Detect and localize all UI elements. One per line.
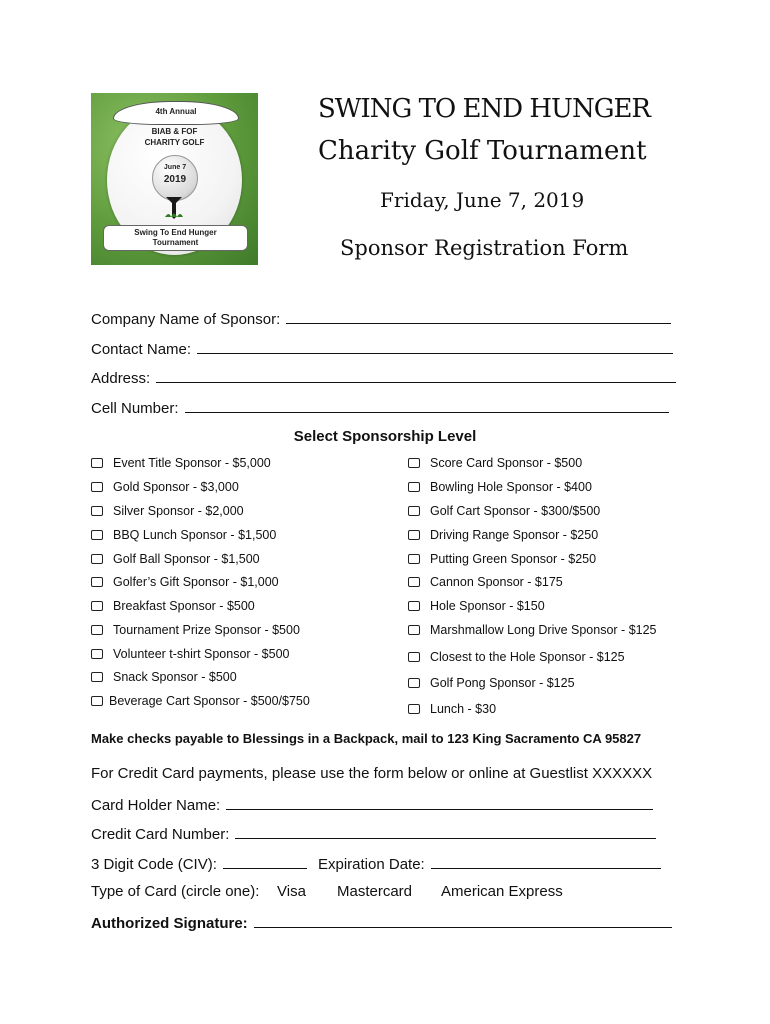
card-number-label: Credit Card Number: bbox=[91, 826, 230, 843]
card-code-field[interactable] bbox=[91, 854, 307, 873]
card-number-line[interactable] bbox=[235, 824, 656, 839]
card-type-amex[interactable]: American Express bbox=[441, 883, 563, 900]
card-number-field[interactable] bbox=[91, 824, 656, 843]
sponsor-option-right[interactable] bbox=[408, 528, 598, 542]
golf-tee-icon bbox=[165, 197, 183, 219]
checkbox[interactable] bbox=[91, 625, 103, 635]
sponsorship-heading: Select Sponsorship Level bbox=[293, 428, 477, 445]
card-type-visa[interactable]: Visa bbox=[277, 883, 306, 900]
option-label: Marshmallow Long Drive Sponsor - $125 bbox=[430, 623, 657, 637]
signature-field[interactable] bbox=[91, 913, 672, 932]
logo-footer bbox=[103, 225, 248, 251]
checkbox[interactable] bbox=[408, 554, 420, 564]
sponsor-option-left[interactable] bbox=[91, 599, 255, 613]
option-label: Breakfast Sponsor - $500 bbox=[113, 599, 255, 613]
sponsor-option-left[interactable] bbox=[91, 647, 290, 661]
sponsor-option-right[interactable] bbox=[408, 676, 575, 690]
checkbox[interactable] bbox=[91, 458, 103, 468]
option-label: Driving Range Sponsor - $250 bbox=[430, 528, 599, 542]
sponsor-option-right[interactable] bbox=[408, 552, 596, 566]
checkbox[interactable] bbox=[91, 482, 103, 492]
checkbox[interactable] bbox=[91, 696, 103, 706]
logo-org-line: BIAB & FOF bbox=[151, 127, 198, 136]
option-label: BBQ Lunch Sponsor - $1,500 bbox=[113, 528, 277, 542]
event-subtitle: Charity Golf Tournament bbox=[318, 136, 647, 166]
option-label: Event Title Sponsor - $5,000 bbox=[113, 456, 271, 470]
expiration-field[interactable] bbox=[318, 854, 661, 873]
option-label: Bowling Hole Sponsor - $400 bbox=[430, 480, 592, 494]
checkbox[interactable] bbox=[91, 649, 103, 659]
option-label: Beverage Cart Sponsor - $500/$750 bbox=[109, 694, 310, 708]
address-field[interactable] bbox=[91, 368, 676, 387]
option-label: Tournament Prize Sponsor - $500 bbox=[113, 623, 300, 637]
card-code-label: 3 Digit Code (CIV): bbox=[91, 856, 217, 873]
option-label: Cannon Sponsor - $175 bbox=[430, 575, 563, 589]
check-instructions: Make checks payable to Blessings in a Backpack, mail to 123 King Sacramento CA 95827 bbox=[91, 731, 642, 746]
checkbox[interactable] bbox=[91, 601, 103, 611]
card-type-mastercard[interactable]: Mastercard bbox=[337, 883, 413, 900]
checkbox[interactable] bbox=[408, 678, 420, 688]
logo-ball-date: June 7 bbox=[163, 164, 187, 171]
option-label: Putting Green Sponsor - $250 bbox=[430, 552, 597, 566]
company-line[interactable] bbox=[286, 309, 671, 324]
sponsor-option-right[interactable] bbox=[408, 504, 600, 518]
golf-ball-icon bbox=[152, 155, 198, 201]
checkbox[interactable] bbox=[408, 577, 420, 587]
checkbox[interactable] bbox=[408, 652, 420, 662]
form-title: Sponsor Registration Form bbox=[340, 236, 629, 260]
option-label: Closest to the Hole Sponsor - $125 bbox=[430, 650, 625, 664]
option-label: Silver Sponsor - $2,000 bbox=[113, 504, 244, 518]
option-label: Volunteer t-shirt Sponsor - $500 bbox=[113, 647, 290, 661]
cell-line[interactable] bbox=[185, 398, 669, 413]
sponsor-option-left[interactable] bbox=[91, 670, 237, 684]
card-type-label: Type of Card (circle one): bbox=[91, 883, 260, 900]
sponsor-option-left[interactable] bbox=[91, 504, 244, 518]
option-label: Score Card Sponsor - $500 bbox=[430, 456, 583, 470]
sponsor-option-right[interactable] bbox=[408, 575, 563, 589]
contact-field[interactable] bbox=[91, 339, 673, 358]
checkbox[interactable] bbox=[91, 530, 103, 540]
expiration-line[interactable] bbox=[431, 854, 661, 869]
sponsor-option-left[interactable] bbox=[91, 575, 279, 589]
signature-line[interactable] bbox=[254, 913, 672, 928]
checkbox[interactable] bbox=[408, 625, 420, 635]
company-label: Company Name of Sponsor: bbox=[91, 311, 281, 328]
event-title: SWING TO END HUNGER bbox=[318, 94, 651, 124]
contact-label: Contact Name: bbox=[91, 341, 192, 358]
option-label: Golf Ball Sponsor - $1,500 bbox=[113, 552, 260, 566]
option-label: Golf Cart Sponsor - $300/$500 bbox=[430, 504, 601, 518]
option-label: Hole Sponsor - $150 bbox=[430, 599, 545, 613]
checkbox[interactable] bbox=[408, 601, 420, 611]
cell-field[interactable] bbox=[91, 398, 669, 417]
logo-event-line: CHARITY GOLF bbox=[144, 138, 205, 147]
sponsor-option-left[interactable] bbox=[91, 456, 271, 470]
sponsor-option-left[interactable] bbox=[91, 694, 310, 708]
sponsor-option-right[interactable] bbox=[408, 480, 592, 494]
checkbox[interactable] bbox=[408, 530, 420, 540]
checkbox[interactable] bbox=[408, 482, 420, 492]
checkbox[interactable] bbox=[91, 577, 103, 587]
logo-ball-year: 2019 bbox=[163, 174, 187, 185]
logo-banner: 4th Annual bbox=[113, 101, 239, 125]
sponsor-option-right[interactable] bbox=[408, 599, 545, 613]
sponsor-option-right[interactable] bbox=[408, 650, 625, 664]
company-field[interactable] bbox=[91, 309, 671, 328]
sponsor-option-left[interactable] bbox=[91, 528, 276, 542]
address-line[interactable] bbox=[156, 368, 676, 383]
option-label: Gold Sponsor - $3,000 bbox=[113, 480, 239, 494]
checkbox[interactable] bbox=[91, 554, 103, 564]
sponsor-option-right[interactable] bbox=[408, 456, 582, 470]
sponsor-option-right[interactable] bbox=[408, 623, 657, 637]
option-label: Lunch - $30 bbox=[430, 702, 497, 716]
sponsor-option-left[interactable] bbox=[91, 552, 260, 566]
signature-label: Authorized Signature: bbox=[91, 915, 248, 932]
event-date: Friday, June 7, 2019 bbox=[380, 188, 585, 212]
card-holder-field[interactable] bbox=[91, 795, 653, 814]
checkbox[interactable] bbox=[91, 672, 103, 682]
logo-footer-line1: Swing To End Hunger bbox=[134, 228, 217, 237]
address-label: Address: bbox=[91, 370, 151, 387]
sponsor-option-left[interactable] bbox=[91, 480, 239, 494]
card-code-line[interactable] bbox=[223, 854, 307, 869]
contact-line[interactable] bbox=[197, 339, 673, 354]
card-holder-label: Card Holder Name: bbox=[91, 797, 221, 814]
option-label: Golf Pong Sponsor - $125 bbox=[430, 676, 575, 690]
tournament-logo bbox=[91, 93, 258, 265]
checkbox[interactable] bbox=[408, 704, 420, 714]
option-label: Snack Sponsor - $500 bbox=[113, 670, 237, 684]
credit-card-intro: For Credit Card payments, please use the form below or online at Guestlist XXXXXX bbox=[91, 765, 653, 782]
checkbox[interactable] bbox=[91, 506, 103, 516]
logo-footer-line2: Tournament bbox=[152, 238, 199, 247]
sponsor-option-right[interactable] bbox=[408, 702, 496, 716]
checkbox[interactable] bbox=[408, 506, 420, 516]
cell-label: Cell Number: bbox=[91, 400, 179, 417]
option-label: Golfer’s Gift Sponsor - $1,000 bbox=[113, 575, 279, 589]
expiration-label: Expiration Date: bbox=[318, 856, 425, 873]
checkbox[interactable] bbox=[408, 458, 420, 468]
card-holder-line[interactable] bbox=[226, 795, 653, 810]
sponsor-option-left[interactable] bbox=[91, 623, 300, 637]
